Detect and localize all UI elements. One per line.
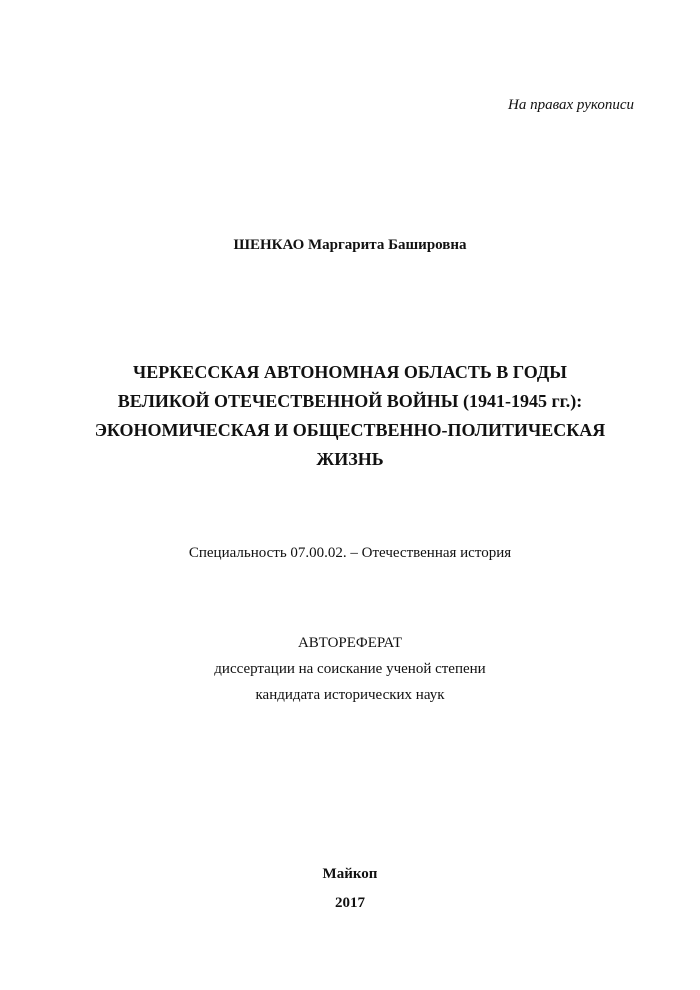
abstract-line-1: диссертации на соискание ученой степени (214, 661, 486, 677)
abstract-block (0, 630, 700, 708)
rights-note: На правах рукописи (508, 97, 634, 113)
city: Майкоп (322, 866, 378, 882)
abstract-heading: АВТОРЕФЕРАТ (297, 635, 403, 651)
dissertation-title (0, 358, 700, 474)
title-line-4: ЖИЗНЬ (316, 449, 384, 469)
abstract-line-2: кандидата исторических наук (255, 687, 445, 703)
specialty-line: Специальность 07.00.02. – Отечественная история (188, 545, 512, 561)
title-line-1: ЧЕРКЕССКАЯ АВТОНОМНАЯ ОБЛАСТЬ В ГОДЫ (133, 362, 567, 382)
author-name: ШЕНКАО Маргарита Башировна (233, 237, 467, 253)
imprint-block (0, 860, 700, 918)
year: 2017 (335, 895, 365, 911)
title-line-3: ЭКОНОМИЧЕСКАЯ И ОБЩЕСТВЕННО-ПОЛИТИЧЕСКАЯ (94, 420, 606, 440)
title-line-2: ВЕЛИКОЙ ОТЕЧЕСТВЕННОЙ ВОЙНЫ (1941-1945 гг.): (117, 391, 583, 411)
